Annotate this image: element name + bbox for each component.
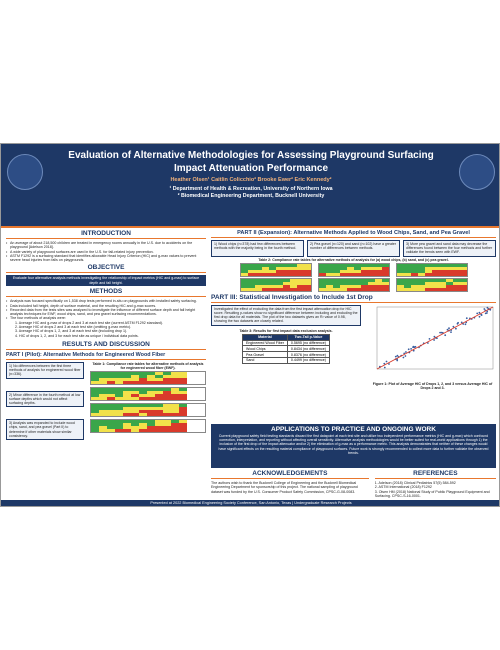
- heatmap-cell: [99, 413, 107, 416]
- heatmap-cell: [319, 288, 326, 291]
- table1-grid-method2: [90, 387, 206, 401]
- scatter-point: [483, 308, 485, 310]
- reference-item: 2. ASTM International (2018) F1292: [374, 485, 432, 490]
- scatter-point: [383, 363, 385, 365]
- scatter-point: [439, 332, 441, 334]
- heatmap-cell: [99, 397, 107, 400]
- methods-bullet: • Analysis was focused specifically on 1,538 drop tests performed in-situ on playgrounds with installed safety surfacing.: [6, 299, 206, 303]
- heatmap-cell: [404, 288, 411, 291]
- heatmap-cell: [290, 273, 297, 276]
- references-heading: REFERENCES: [375, 470, 496, 479]
- introduction-heading: INTRODUCTION: [6, 230, 206, 239]
- heatmap-cell: [107, 397, 115, 400]
- part2-callout: 2) Pea gravel (n=120) and sand (n=102) have a greater number of differences between methods.: [307, 240, 400, 257]
- method-item: 1. Average HIC and g-max of drops 2 and 3 at each test site (current ASTM F1292 standard).: [15, 320, 163, 325]
- table-cell: Sand: [243, 357, 288, 363]
- scatter-point: [405, 355, 407, 357]
- scatter-point: [479, 312, 481, 314]
- scatter-point: [410, 348, 412, 350]
- table-cell: 0.4499 (no difference): [287, 357, 329, 363]
- table2-grid: [396, 263, 468, 277]
- table2-grid: [240, 263, 312, 277]
- part3-left: [211, 305, 361, 364]
- university-logo-left: [7, 154, 43, 190]
- heatmap-cell: [432, 288, 439, 291]
- part1-callouts: [6, 362, 84, 440]
- heatmap-cell: [255, 288, 262, 291]
- heatmap-cell: [262, 288, 269, 291]
- introduction-bullet: • ASTM F1292 is a surfacing standard that identifies allowable Head Injury Criterion (HIC) and g-max values to prevent severe head injuries from falls on playgrounds.: [6, 254, 206, 263]
- part3-callout: Investigated the effect of excluding the data from the first impact attenuation drop for HIC score. Resulting p-values show no significant difference between including and excluding the first drop data for all materials. The plot of the two datasets gives an R² value of 0.98, showing the two datasets are closely related.: [211, 305, 361, 326]
- heatmap-cell: [326, 288, 333, 291]
- heatmap-cell: [453, 288, 460, 291]
- heatmap-cell: [333, 288, 340, 291]
- objective-heading: OBJECTIVE: [6, 264, 206, 273]
- bottom-row: [211, 470, 496, 499]
- table2-sand: [318, 263, 390, 292]
- heatmap-cell: [304, 288, 311, 291]
- heatmap-cell: [99, 429, 107, 432]
- heatmap-cell: [297, 288, 304, 291]
- heatmap-cell: [248, 273, 255, 276]
- heatmap-cell: [319, 273, 326, 276]
- heatmap-cell: [283, 288, 290, 291]
- heatmap-cell: [255, 273, 262, 276]
- heatmap-cell: [432, 273, 439, 276]
- poster-header: [1, 144, 500, 228]
- heatmap-cell: [460, 288, 467, 291]
- heatmap-cell: [460, 273, 467, 276]
- table-row: [243, 357, 330, 363]
- heatmap-cell: [155, 397, 163, 400]
- part2-heading: PART II (Expansion): Alternative Methods Applied to Wood Chips, Sand, and Pea Gravel: [211, 230, 496, 238]
- heatmap-cell: [99, 381, 107, 384]
- heatmap-cell: [347, 288, 354, 291]
- scatter-point: [455, 328, 457, 330]
- method-item: 4. HIC of drops 1, 2, and 3 for each test site as unique / individual data points.: [15, 333, 139, 338]
- heatmap-cell: [404, 273, 411, 276]
- table2-caption: Table 2: Compliance rate tables for alternative methods of analysis for (a) wood chips, (b) sand, and (c) pea gravel.: [258, 257, 449, 262]
- affiliation-1: ¹ Department of Health & Recreation, University of Northern Iowa: [169, 186, 333, 192]
- part1-heading: PART I (Pilot): Alternative Methods for Engineered Wood Fiber: [6, 352, 206, 360]
- heatmap-cell: [91, 397, 99, 400]
- acknowledgements-section: [211, 470, 369, 499]
- table3-caption: Table 3: Results for first impact data exclusion analysis.: [239, 328, 333, 333]
- table-cell: 0.8376 (no difference): [287, 352, 329, 358]
- heatmap-cell: [297, 273, 304, 276]
- heatmap-cell: [91, 413, 99, 416]
- heatmap-cell: [163, 381, 171, 384]
- heatmap-cell: [147, 413, 155, 416]
- table-cell: Wood Chips: [243, 346, 288, 352]
- scatter-point: [412, 346, 414, 348]
- heatmap-cell: [248, 288, 255, 291]
- scatter-point: [403, 356, 405, 358]
- scatter-point: [465, 323, 467, 325]
- heatmap-cell: [269, 288, 276, 291]
- applications-heading: APPLICATIONS TO PRACTICE AND ONGOING WORK: [271, 426, 436, 433]
- heatmap-cell: [179, 413, 187, 416]
- heatmap-cell: [147, 397, 155, 400]
- methods-bullet: • The four methods of analysis were:: [6, 316, 206, 320]
- method-item: 2. Average HIC of drops 2 and 3 at each test site (omitting g-max metric).: [15, 325, 132, 330]
- references-section: [375, 470, 496, 499]
- methods-list: [6, 299, 206, 338]
- heatmap-cell: [354, 273, 361, 276]
- results-heading: RESULTS AND DISCUSSION: [6, 341, 206, 350]
- heatmap-cell: [179, 429, 187, 432]
- heatmap-cell: [382, 273, 389, 276]
- acknowledgements-text: The authors wish to thank the Bucknell College of Engineering and the Bucknell Biomedical Engineering Department for sponsorship of this project. The national sampling of playground dataset was funded by the U.S. Consumer Product Safety Commission, CPSC-G-08-0083.: [211, 481, 358, 494]
- heatmap-cell: [139, 413, 147, 416]
- scatter-point: [444, 334, 446, 336]
- scatter-point: [487, 307, 489, 309]
- heatmap-cell: [91, 381, 99, 384]
- methods-bullet: • Recorded data from the tests sites was analyzed to investigate the influence of different surface depth and fall height analysis techniques for EWF, wood chips, sand, and pea gravel surfacing recommendations.: [6, 308, 206, 317]
- heatmap-cell: [155, 413, 163, 416]
- table2-grid: [396, 278, 468, 292]
- heatmap-cell: [368, 273, 375, 276]
- heatmap-cell: [340, 273, 347, 276]
- objective-box: Evaluate four alternative analysis methods investigating the relationship of impact metrics (HIC and g-max) to surface depth and fall height.: [6, 275, 206, 286]
- heatmap-cell: [397, 288, 404, 291]
- heatmap-cell: [163, 397, 171, 400]
- poster-footer: Presented at 2022 Biomedical Engineering Society Conference, San Antonio, Texas | Undergraduate Research Projects: [1, 500, 500, 506]
- table2-grid: [318, 278, 390, 292]
- part1-callout: 1) No differences between the first three methods of analysis for engineered wood fiber (n=336).: [6, 362, 84, 379]
- heatmap-cell: [123, 429, 131, 432]
- reference-item: 1. Adelson (2018) Clinical Pediatrics 57(5) 584-592: [374, 481, 456, 485]
- heatmap-cell: [269, 273, 276, 276]
- applications-box: [211, 424, 496, 468]
- heatmap-cell: [375, 288, 382, 291]
- table1-area: [90, 362, 206, 433]
- right-column: [211, 230, 496, 395]
- heatmap-cell: [131, 413, 139, 416]
- heatmap-cell: [139, 397, 147, 400]
- heatmap-cell: [425, 288, 432, 291]
- university-logo-right: [459, 154, 495, 190]
- table2-area: [211, 263, 496, 292]
- heatmap-cell: [439, 288, 446, 291]
- heatmap-cell: [107, 381, 115, 384]
- heatmap-cell: [375, 273, 382, 276]
- part1-body: [6, 362, 206, 458]
- figure1-scatter-plot: [369, 305, 496, 377]
- part1-callout: 2) Minor difference in the fourth method at low surface depths which would not affect surfacing depths.: [6, 391, 84, 408]
- heatmap-cell: [163, 413, 171, 416]
- left-column: [6, 230, 206, 458]
- heatmap-cell: [123, 413, 131, 416]
- heatmap-cell: [411, 273, 418, 276]
- table1-grid-method4: [90, 419, 206, 433]
- heatmap-cell: [333, 273, 340, 276]
- heatmap-cell: [446, 273, 453, 276]
- heatmap-cell: [276, 273, 283, 276]
- heatmap-cell: [107, 429, 115, 432]
- heatmap-cell: [115, 429, 123, 432]
- table-cell: 0.8434 (no difference): [287, 346, 329, 352]
- heatmap-cell: [155, 381, 163, 384]
- table3: [242, 334, 330, 364]
- introduction-list: [6, 241, 206, 262]
- scatter-point: [397, 355, 399, 357]
- table-cell: 0.5695 (no difference): [287, 340, 329, 346]
- heatmap-cell: [115, 381, 123, 384]
- heatmap-cell: [368, 288, 375, 291]
- heatmap-cell: [139, 381, 147, 384]
- heatmap-cell: [171, 397, 179, 400]
- scatter-point: [457, 323, 459, 325]
- scatter-point: [486, 312, 488, 314]
- scatter-point: [481, 314, 483, 316]
- heatmap-cell: [397, 273, 404, 276]
- figure1-caption: Figure 1: Plot of Average HIC of Drops 1, 2, and 3 versus Average HIC of Drops 2 and 3.: [372, 381, 493, 391]
- scatter-point: [453, 326, 455, 328]
- table-header-cell: Material: [243, 334, 288, 340]
- heatmap-cell: [107, 413, 115, 416]
- heatmap-cell: [418, 288, 425, 291]
- table1-grid-method1: [90, 371, 206, 385]
- heatmap-cell: [354, 288, 361, 291]
- heatmap-cell: [115, 413, 123, 416]
- heatmap-cell: [347, 273, 354, 276]
- heatmap-cell: [123, 397, 131, 400]
- heatmap-cell: [123, 381, 131, 384]
- heatmap-cell: [241, 288, 248, 291]
- scatter-point: [386, 360, 388, 362]
- scatter-point: [479, 316, 481, 318]
- heatmap-cell: [163, 429, 171, 432]
- scatter-point: [448, 327, 450, 329]
- figure1-area: [369, 305, 496, 390]
- heatmap-cell: [340, 288, 347, 291]
- table2-pea-gravel: [396, 263, 468, 292]
- heatmap-cell: [326, 273, 333, 276]
- heatmap-cell: [131, 429, 139, 432]
- heatmap-cell: [290, 288, 297, 291]
- heatmap-cell: [131, 381, 139, 384]
- heatmap-cell: [439, 273, 446, 276]
- heatmap-cell: [155, 429, 163, 432]
- heatmap-cell: [453, 273, 460, 276]
- heatmap-cell: [131, 397, 139, 400]
- scatter-point: [433, 339, 435, 341]
- table2-grid: [318, 263, 390, 277]
- heatmap-cell: [171, 429, 179, 432]
- table1-grid-method3: [90, 403, 206, 417]
- scatter-point: [384, 366, 386, 368]
- heatmap-cell: [241, 273, 248, 276]
- table2-wood-chips: [240, 263, 312, 292]
- heatmap-cell: [418, 273, 425, 276]
- poster: [0, 143, 500, 507]
- part3-heading: PART III: Statistical Investigation to Include 1st Drop: [211, 294, 496, 303]
- scatter-point: [395, 356, 397, 358]
- table1-caption: Table 1: Compliance rate tables for alternative methods of analysis for engineered wood fiber (EWF).: [92, 361, 204, 371]
- heatmap-cell: [382, 288, 389, 291]
- part2-callouts: [211, 240, 496, 257]
- heatmap-cell: [361, 273, 368, 276]
- authors: Heather Olsen¹ Caitlin Colicchio² Brooke Ewer² Eric Kennedy²: [170, 177, 332, 183]
- scatter-point: [466, 317, 468, 319]
- heatmap-cell: [91, 429, 99, 432]
- reference-item: 3. Olsen HM (2018) National Study of Public Playground Equipment and Surfacing. CPSC-S-16-0001.: [374, 489, 490, 499]
- heatmap-cell: [115, 397, 123, 400]
- applications-text: Current playground safety field testing standards discard the first datapoint at each test site and utilize two independent performance metrics (HIC and g-max) which confound correction, interpretation, and reporting without affecting overall sensitivity. Alternative analysis methodologies would be better suited for real-world applications through 1) the inclusion of the first drop of the impact attenuator and/or 2) the elimination of g-max as a performance metric. This analysis demonstrates that neither of these changes would have significant effects on the resulting material compliance of playground surfaces. Future work is strongly recommended to collect more data to further validate the observed trends.: [218, 434, 489, 455]
- heatmap-cell: [147, 381, 155, 384]
- heatmap-cell: [139, 429, 147, 432]
- scatter-point: [450, 331, 452, 333]
- part2-callout: 3) More pea gravel and sand data may decrease the differences found between the four methods and further validate the trends seen with EWF.: [403, 240, 496, 257]
- heatmap-cell: [179, 381, 187, 384]
- heatmap-cell: [262, 273, 269, 276]
- scatter-point: [429, 338, 431, 340]
- poster-title: Evaluation of Alternative Methodologies for Assessing Playground Surfacing Impact Attenuation Performance: [68, 150, 434, 174]
- table-cell: Engineered Wood Fiber: [243, 340, 288, 346]
- scatter-point: [408, 348, 410, 350]
- table-cell: Pea Gravel: [243, 352, 288, 358]
- affiliation-2: ² Biomedical Engineering Department, Bucknell University: [177, 193, 325, 199]
- part1-callout: 3) Analysis was expanded to include wood chips, sand, and pea gravel (Part II) to determine if other materials show similar consistency.: [6, 419, 84, 440]
- method-item: 3. Average HIC of drops 1, 2, and 3 at each test site (including drop 1).: [15, 329, 128, 334]
- introduction-bullet: • A wide variety of playground surfaces are used in the U.S. for fall-related injury prevention.: [6, 250, 206, 254]
- heatmap-cell: [425, 273, 432, 276]
- part3-body: [211, 305, 496, 395]
- heatmap-cell: [304, 273, 311, 276]
- heatmap-cell: [411, 288, 418, 291]
- part2-callout: 1) Wood chips (n=378) had few differences between methods with the majority being in the fourth method.: [211, 240, 304, 257]
- introduction-bullet: • An average of about 218,500 children are treated in emergency rooms annually in the U.S. due to accidents on the playground [Adelson 2018].: [6, 241, 206, 250]
- table2-grid: [240, 278, 312, 292]
- heatmap-cell: [171, 381, 179, 384]
- heatmap-cell: [446, 288, 453, 291]
- scatter-point: [405, 351, 407, 353]
- heatmap-cell: [283, 273, 290, 276]
- methods-heading: METHODS: [6, 288, 206, 297]
- scatter-point: [476, 312, 478, 314]
- scatter-point: [434, 336, 436, 338]
- acknowledgements-heading: ACKNOWLEDGEMENTS: [211, 470, 369, 479]
- table-header-cell: Two-Tail p-Value: [287, 334, 329, 340]
- methods-bullet: • Data included fall height, depth of surface material, and the resulting HIC and g-max scores.: [6, 304, 206, 308]
- heatmap-cell: [179, 397, 187, 400]
- heatmap-cell: [276, 288, 283, 291]
- heatmap-cell: [147, 429, 155, 432]
- heatmap-cell: [171, 413, 179, 416]
- heatmap-cell: [361, 288, 368, 291]
